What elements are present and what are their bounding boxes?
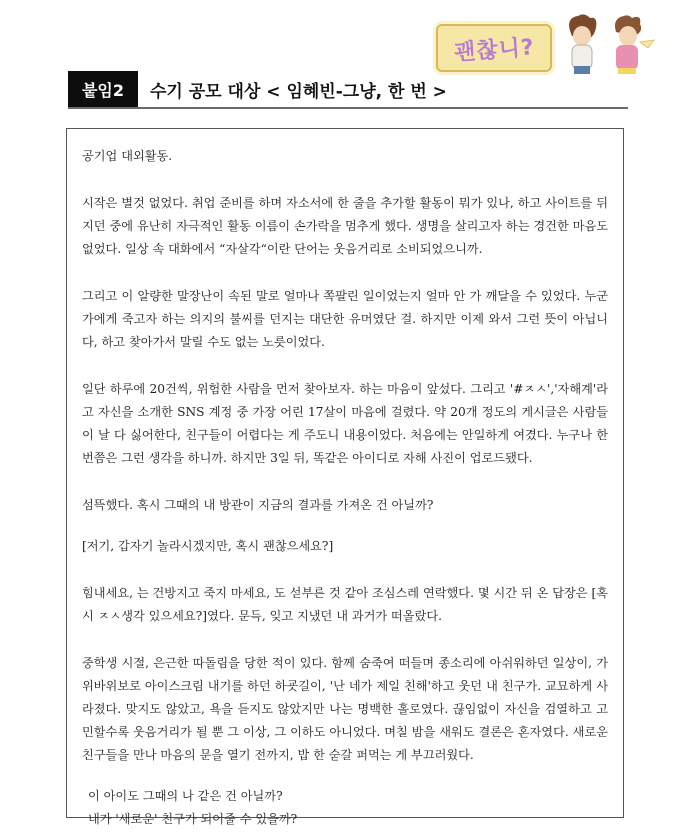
- logo-tag: [436, 24, 552, 72]
- essay-paragraph: 힘내세요, 는 건방지고 죽지 마세요, 도 섣부른 것 같아 조심스레 연락했다. 몇 시간 뒤 온 답장은 [혹시 ㅈㅅ생각 있으세요?]였다. 문득, 잊고 지냈던 내 과거가 떠올랐다.: [82, 586, 608, 623]
- essay-paragraph: 중학생 시절, 은근한 따돌림을 당한 적이 있다. 함께 숨죽여 떠들며 종소리에 아쉬워하던 일상이, 가위바위보로 아이스크림 내기를 하던 하굣길이, '난 네가 제일 친해'하고 웃던 내 친구가. 교묘하게 사라졌다. 맞지도 않았고, 욕을 듣지도 않았지만 나는 명백한 홀로였다. 끊임없이 자신을 검열하고 고민할수록 웃음거리가 될 뿐 그 이상, 그 이하도 아니었다. 며칠 밤을 새워도 결론은 혼자였다. 새로운 친구들을 만나 마음의 문을 열기 전까지, 밥 한 숟갈 퍼먹는 게 부끄러웠다.: [82, 656, 608, 762]
- logo: [436, 14, 662, 76]
- attachment-badge: 붙임2: [68, 71, 138, 107]
- logo-text: 괜찮니?: [453, 34, 536, 66]
- essay-paragraph: [저기, 갑자기 놀라시겠지만, 혹시 괜찮으세요?]: [82, 539, 334, 553]
- essay-paragraph: 공기업 대외활동.: [82, 149, 173, 163]
- section-header: [68, 71, 628, 109]
- section-title: 수기 공모 대상 < 임혜빈-그냥, 한 번 >: [150, 81, 447, 102]
- essay-paragraph: 내가 '새로운' 친구가 되어줄 수 있을까?: [88, 812, 298, 826]
- essay-body: [82, 145, 608, 831]
- essay-paragraph: 일단 하루에 20건씩, 위험한 사람을 먼저 찾아보자. 하는 마음이 앞섰다. 그리고 '#ㅈㅅ','자해계'라고 자신을 소개한 SNS 계정 중 가장 어린 17살이 마음에 걸렸다. 약 20개 정도의 게시글은 사람들이 날 다 싫어한다, 친구들이 어렵다는 게 주도니 내용이었다. 처음에는 안일하게 여겼다. 누구나 한 번쯤은 그런 생각을 하니까. 하지만 3일 뒤, 똑같은 아이디로 자해 사진이 업로드됐다.: [82, 382, 608, 465]
- two-figures-illustration-icon: [554, 14, 662, 76]
- essay-paragraph: 섬뜩했다. 혹시 그때의 내 방관이 지금의 결과를 가져온 건 아닐까?: [82, 498, 434, 512]
- essay-paragraph: 시작은 별것 없었다. 취업 준비를 하며 자소서에 한 줄을 추가할 활동이 뭐가 있나, 하고 사이트를 뒤지던 중에 유난히 자극적인 활동 이름이 손가락을 멈추게 했다. 생명을 살리고자 하는 경건한 마음도 없었다. 일상 속 대화에서 “자살각“이란 단어는 웃음거리로 소비되었으니까.: [82, 196, 608, 256]
- essay-paragraph: 이 아이도 그때의 나 같은 건 아닐까?: [88, 789, 283, 803]
- essay-paragraph: 그리고 이 알량한 말장난이 속된 말로 얼마나 쪽팔린 일이었는지 얼마 안 가 깨달을 수 있었다. 누군가에게 죽고자 하는 의지의 불씨를 던지는 대단한 유머였단 걸. 하지만 이제 와서 그런 뜻이 아닙니다, 하고 찾아가서 말릴 수도 없는 노릇이었다.: [82, 289, 608, 349]
